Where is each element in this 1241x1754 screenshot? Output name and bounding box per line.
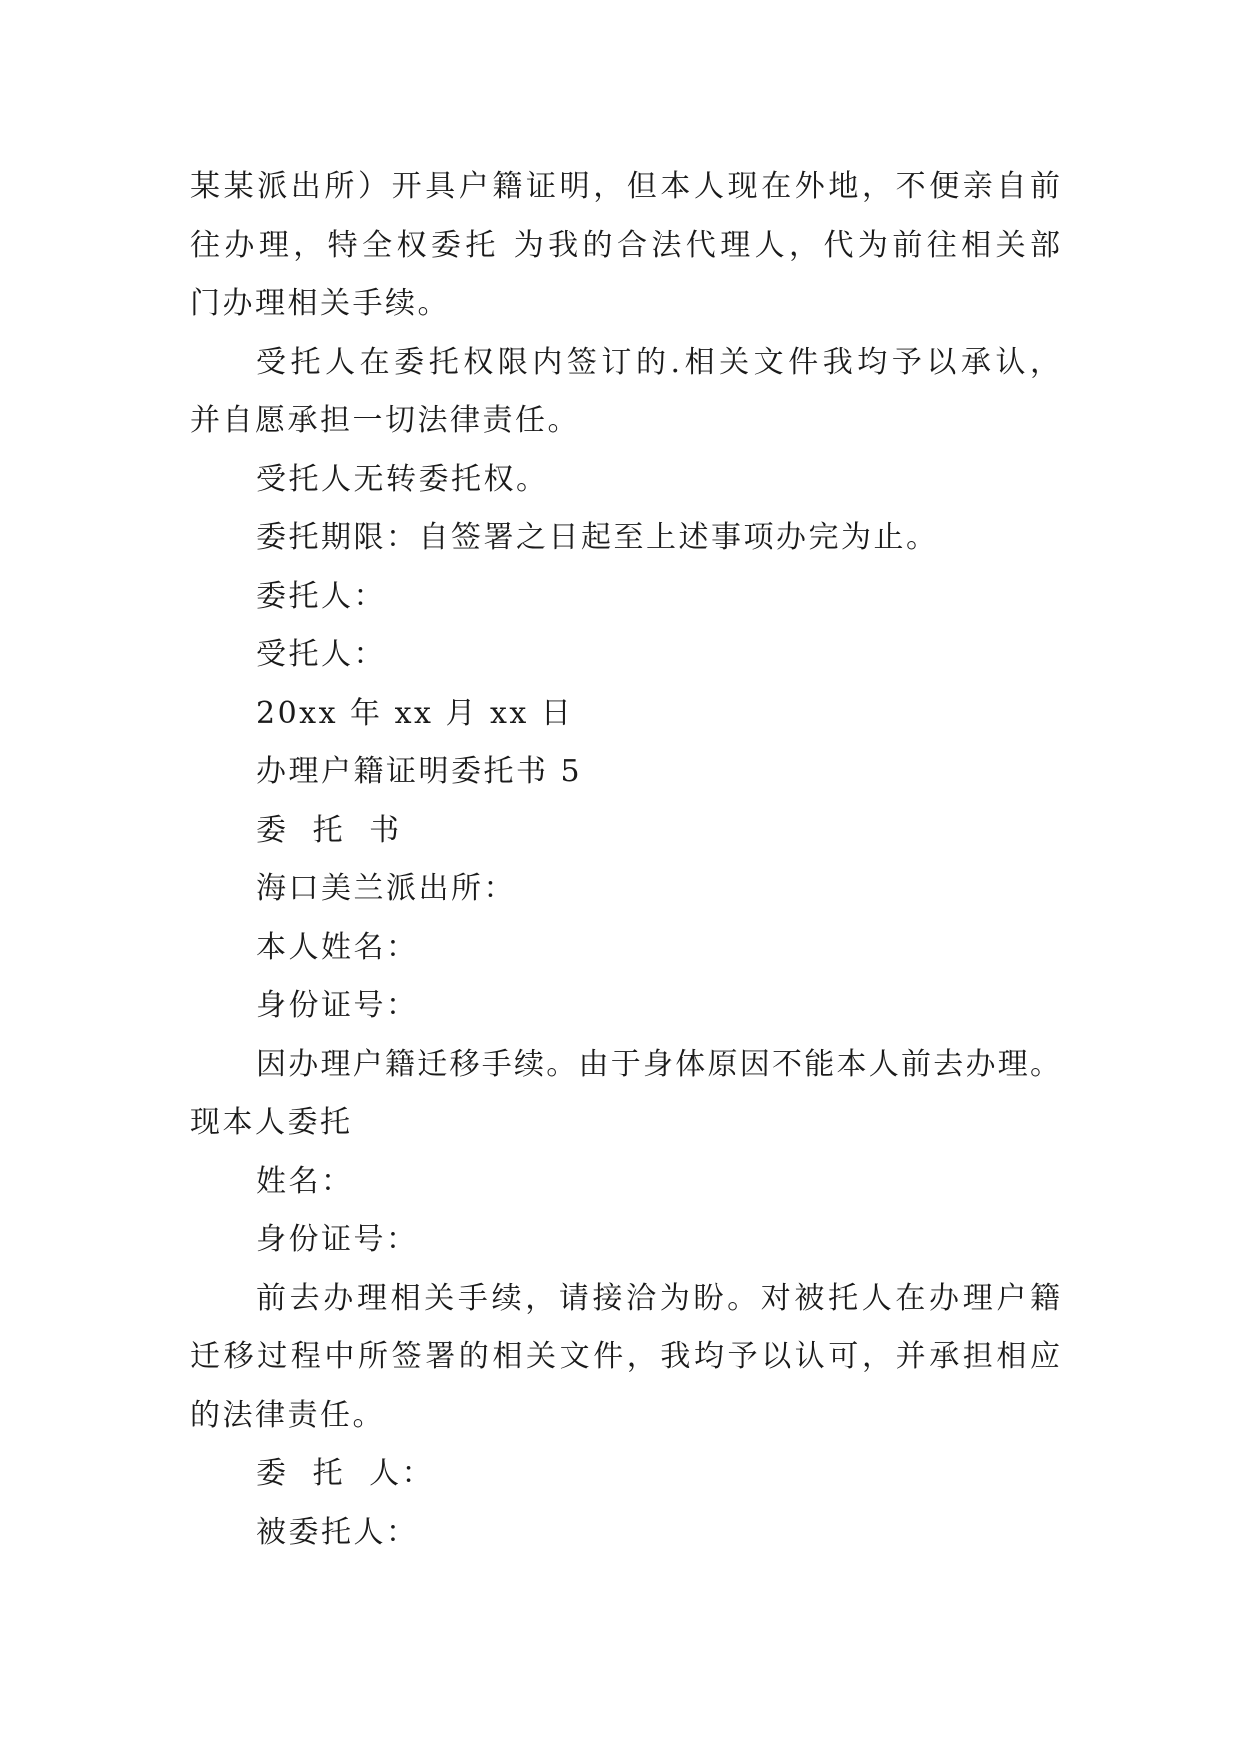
paragraph-line: 的法律责任。 <box>190 1397 385 1433</box>
paragraph-line: 因办理户籍迁移手续。由于身体原因不能本人前去办理。 <box>256 1046 1060 1082</box>
paragraph-line: 委托期限：自签署之日起至上述事项办完为止。 <box>256 520 939 555</box>
principal-label: 委托人： <box>256 578 386 614</box>
paragraph-line: 往办理，特全权委托 为我的合法代理人，代为前往相关部 <box>190 227 1060 263</box>
date-line: 20xx 年 xx 月 xx 日 <box>256 695 574 731</box>
addressee: 海口美兰派出所： <box>256 871 516 906</box>
agent-id-number-field-label: 身份证号： <box>256 1222 419 1257</box>
principal-signature-label: 委 托 人： <box>256 1456 435 1491</box>
paragraph-line: 门办理相关手续。 <box>190 286 450 321</box>
paragraph-line: 受托人在委托权限内签订的.相关文件我均予以承认， <box>256 344 1060 380</box>
agent-label: 受托人： <box>256 637 386 672</box>
agent-name-field-label: 姓名： <box>256 1163 354 1199</box>
document-body <box>190 158 1060 1562</box>
document-heading: 委 托 书 <box>256 812 402 848</box>
name-field-label: 本人姓名： <box>256 929 419 965</box>
paragraph-line: 并自愿承担一切法律责任。 <box>190 403 580 438</box>
section-title: 办理户籍证明委托书 5 <box>256 754 583 789</box>
paragraph-line: 前去办理相关手续，请接洽为盼。对被托人在办理户籍 <box>256 1280 1060 1316</box>
paragraph-line: 某某派出所）开具户籍证明，但本人现在外地，不便亲自前 <box>190 169 1060 204</box>
id-number-field-label: 身份证号： <box>256 988 419 1023</box>
paragraph-line: 迁移过程中所签署的相关文件，我均予以认可，并承担相应 <box>190 1339 1060 1374</box>
paragraph-line: 现本人委托 <box>190 1105 353 1140</box>
paragraph-line: 受托人无转委托权。 <box>256 461 549 497</box>
agent-signature-label: 被委托人： <box>256 1514 419 1550</box>
